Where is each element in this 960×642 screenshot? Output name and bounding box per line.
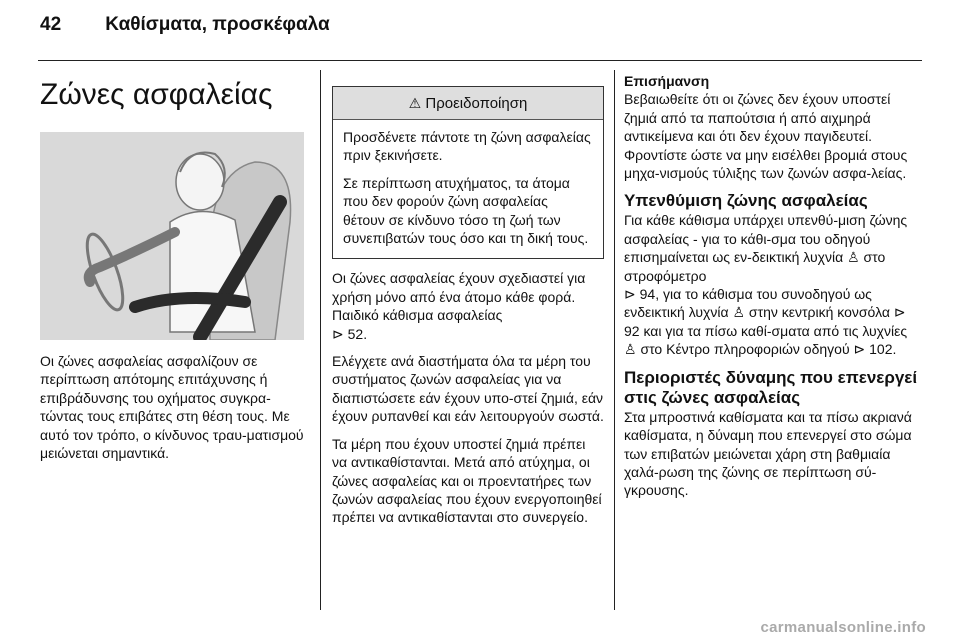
seatbelt-icon: ♙: [847, 249, 860, 266]
note-paragraph: Βεβαιωθείτε ότι οι ζώνες δεν έχουν υποστεί ζημιά από τα παπούτσια ή από αιχμηρά αντικείμενα και ότι δεν έχουν παγιδευτεί. Φροντίστε ώστε να μην εισέλθει βρομιά στους μηχα-νισμούς τύλιξης των ζωνών ασφα-λείας.: [624, 91, 908, 182]
ref-arrow-icon: ⊳: [332, 325, 344, 342]
page-number: 42: [40, 14, 62, 35]
body-text: και για τα πίσω καθί-σματα από τις λυχνίες: [643, 322, 908, 339]
heading-reminder: Υπενθύμιση ζώνης ασφαλείας: [624, 191, 868, 211]
limiter-paragraph: Στα μπροστινά καθίσματα και τα πίσω ακριανά καθίσματα, η δύναμη που επενεργεί στο σώμα των επιβατών μειώνεται χάρη στη βαθμιαία χαλά-ρωση της ζώνης σε περίπτωση σύ-γκρουσης.: [624, 408, 912, 499]
warning-body: [333, 120, 603, 258]
column-3: [624, 66, 920, 509]
warning-header: [333, 87, 603, 120]
page-reference[interactable]: 102.: [869, 341, 897, 358]
page-reference[interactable]: 94: [639, 286, 656, 303]
body-text: στην κεντρική κονσόλα: [748, 304, 890, 321]
body-text: στο Κέντρο πληροφοριών οδηγού: [640, 341, 850, 358]
body-paragraph: Τα μέρη που έχουν υποστεί ζημιά πρέπει να αντικαθίστανται. Μετά από ατύχημα, οι ζώνες ασφαλείας και οι προεντατήρες των ζωνών ασφαλείας που έχουν ενεργοποιηθεί πρέπει να αντικαθίστανται στο συνεργείο.: [332, 435, 602, 526]
page-header: [40, 14, 330, 36]
ref-arrow-icon: ⊳: [624, 286, 636, 303]
ref-arrow-icon: ⊳: [893, 304, 906, 321]
chapter-title: Καθίσματα, προσκέφαλα: [105, 14, 330, 35]
body-paragraph: [332, 269, 604, 343]
ref-arrow-icon: ⊳: [853, 341, 866, 358]
body-paragraph: Ελέγχετε ανά διαστήματα όλα τα μέρη του συστήματος ζωνών ασφαλείας για να διαπιστώσετε εάν έχουν υπο-στεί ζημιά, εάν έχουν ρυπανθεί και εάν λειτουργούν σωστά.: [332, 353, 604, 425]
section-title: Ζώνες ασφαλείας: [40, 78, 273, 111]
warning-paragraph: Προσδένετε πάντοτε τη ζώνη ασφαλείας πριν ξεκινήσετε.: [343, 129, 591, 164]
column-2: [332, 66, 604, 536]
body-text: Για κάθε κάθισμα υπάρχει υπενθύ-μιση ζώνης ασφαλείας - για το κάθι-σμα του οδηγού επισημαίνεται ως εν-δεικτική λυχνία: [624, 212, 908, 266]
seatbelt-illustration: [40, 132, 304, 340]
warning-box: [332, 86, 604, 259]
intro-paragraph: Οι ζώνες ασφαλείας ασφαλίζουν σε περίπτωση απότομης επιτάχυνσης ή επιβράδυνσης του οχήματος συγκρα-τώντας τους επιβάτες στη θέση τους. Με αυτό τον τρόπο, ο κίνδυνος τραυ-ματισμού μειώνεται σημαντικά.: [40, 353, 304, 462]
column-1: [40, 66, 308, 471]
note-title: Επισήμανση: [624, 73, 710, 89]
watermark: carmanualsonline.info: [760, 619, 926, 636]
body-text: , για το κάθισμα του συνοδηγού ως ενδεικτική λυχνία: [624, 286, 872, 321]
column-divider: [614, 70, 615, 610]
seatbelt-icon: ♙: [732, 304, 746, 321]
page-reference[interactable]: 52.: [347, 325, 368, 342]
warning-paragraph: Σε περίπτωση ατυχήματος, τα άτομα που δεν φορούν ζώνη ασφαλείας θέτουν σε κίνδυνο τόσο τη ζωή των συνεπιβατών τους όσο και τη δική τους.: [343, 174, 589, 247]
header-rule: [38, 60, 922, 61]
page-reference[interactable]: 92: [624, 322, 640, 339]
reminder-paragraph: [624, 211, 920, 358]
warning-title: Προειδοποίηση: [425, 95, 528, 112]
body-text: στο στροφόμετρο: [624, 249, 886, 284]
body-text: Οι ζώνες ασφαλείας έχουν σχεδιαστεί για χρήση μόνο από ένα άτομο κάθε φορά. Παιδικό κάθισμα ασφαλείας: [332, 270, 586, 324]
warning-triangle-icon: ⚠: [408, 95, 422, 111]
column-divider: [320, 70, 321, 610]
seatbelt-icon: ♙: [624, 341, 637, 358]
heading-force-limiters: Περιοριστές δύναμης που επενεργεί στις ζώνες ασφαλείας: [624, 367, 918, 407]
